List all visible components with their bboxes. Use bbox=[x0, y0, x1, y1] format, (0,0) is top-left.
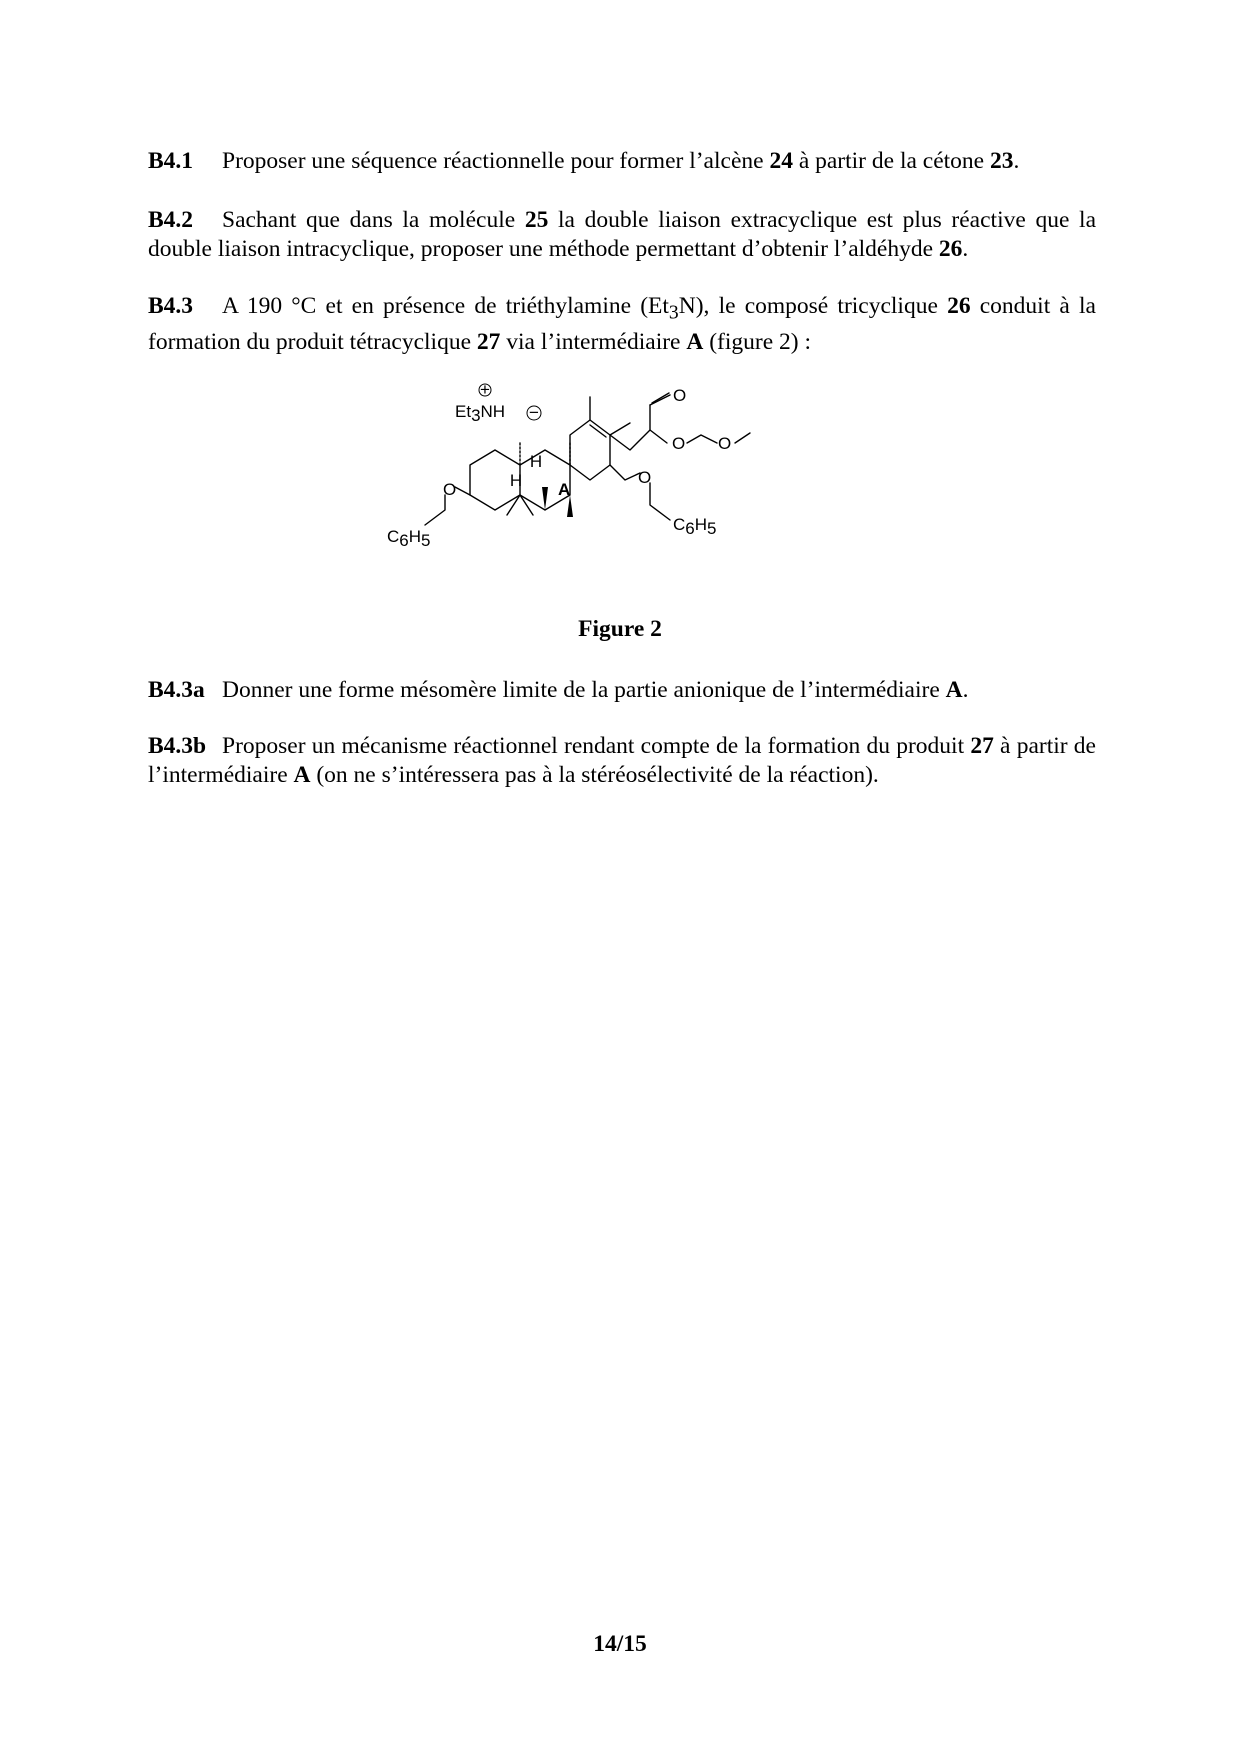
c6h5-left: C6H5 bbox=[387, 527, 431, 550]
question-label: B4.3a bbox=[148, 677, 205, 703]
figure-2-structure bbox=[387, 375, 805, 590]
molecule-drawing bbox=[387, 375, 805, 590]
mom-o2: O bbox=[718, 434, 732, 453]
page-number: 14/15 bbox=[593, 1631, 647, 1657]
right-o: O bbox=[638, 468, 652, 487]
question-b4-3: B4.3 A 190 °C et en présence de triéthylamine $(Et_3N)$, le composé tricyclique 26 conduit à la formation du produit tétracyclique 27 via l’intermédiaire A (figure 2) : bbox=[148, 293, 1096, 355]
c6h5-right: C6H5 bbox=[673, 515, 717, 538]
mom-o1: O bbox=[672, 434, 686, 453]
minus-charge: − bbox=[529, 403, 539, 422]
plus-charge: + bbox=[480, 380, 490, 399]
h-bottom: H bbox=[509, 471, 523, 490]
question-b4-2: B4.2 Sachant que dans la molécule 25 la double liaison extracyclique est plus réactive que la double liaison intracyclique, proposer une méthode permettant d’obtenir l’aldéhyde 26. bbox=[148, 207, 1097, 262]
question-label: B4.2 bbox=[148, 207, 194, 233]
figure-caption: Figure 2 bbox=[578, 616, 662, 642]
question-label: B4.3b bbox=[148, 733, 207, 759]
question-label: B4.3 bbox=[148, 293, 194, 319]
question-label: B4.1 bbox=[148, 148, 194, 174]
question-b4-3b: B4.3b Proposer un mécanisme réactionnel rendant compte de la formation du produit 27 à partir de l’intermédiaire A (on ne s’intéressera pas à la stéréosélectivité de la réaction). bbox=[148, 733, 1096, 788]
left-o: O bbox=[443, 480, 457, 499]
h-top: H bbox=[529, 452, 543, 471]
cation-label: Et3NH bbox=[455, 402, 506, 425]
aldehyde-o: O bbox=[673, 386, 687, 405]
question-b4-3a: B4.3a Donner une forme mésomère limite de la partie anionique de l’intermédiaire A. bbox=[148, 677, 969, 703]
question-b4-1: B4.1 Proposer une séquence réactionnelle pour former l’alcène 24 à partir de la cétone 23. bbox=[148, 148, 1020, 174]
compound-label: A bbox=[558, 480, 571, 499]
